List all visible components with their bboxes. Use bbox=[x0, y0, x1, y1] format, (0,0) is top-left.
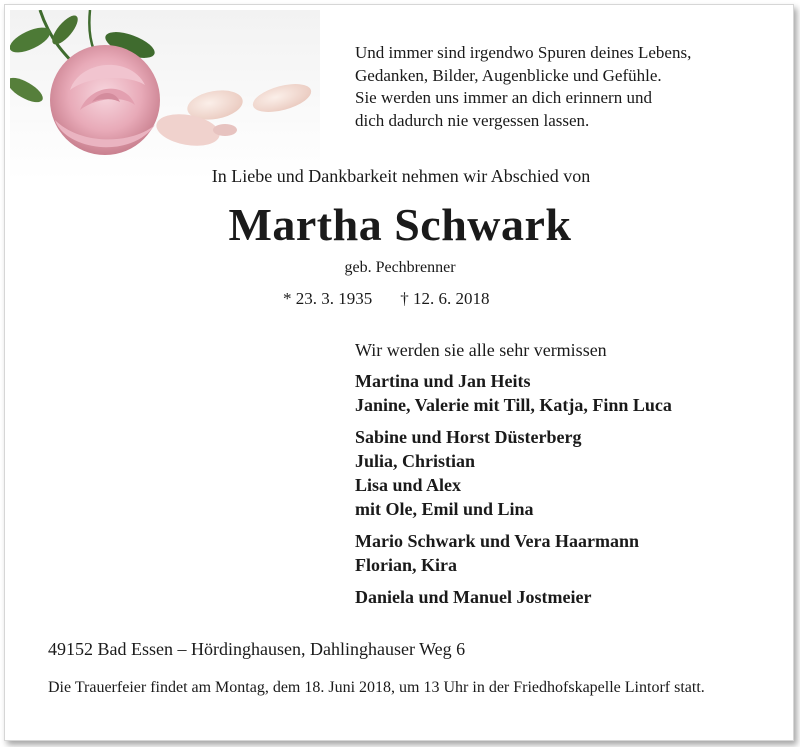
deceased-name: Martha Schwark bbox=[228, 199, 572, 250]
birth-name: geb. Pechbrenner bbox=[344, 259, 456, 276]
poem-line: Sie werden uns immer an dich erinnern und bbox=[355, 88, 652, 107]
mourner-line: Daniela und Manuel Jostmeier bbox=[355, 587, 592, 607]
mourner-group bbox=[355, 585, 785, 609]
farewell-intro: In Liebe und Dankbarkeit nehmen wir Abschied von bbox=[211, 166, 591, 186]
mourners-list bbox=[355, 339, 785, 617]
poem-line: Gedanken, Bilder, Augenblicke und Gefühle. bbox=[355, 65, 662, 85]
rose-image bbox=[10, 10, 320, 180]
loose-petal bbox=[213, 124, 237, 136]
rose-bloom bbox=[50, 45, 160, 155]
life-dates bbox=[283, 289, 490, 309]
mourner-group bbox=[355, 369, 785, 417]
death-date: † 12. 6. 2018 bbox=[400, 289, 490, 308]
mourner-group bbox=[355, 425, 785, 521]
mourner-line: Florian, Kira bbox=[355, 555, 457, 575]
poem bbox=[355, 42, 775, 132]
poem-line: dich dadurch nie vergessen lassen. bbox=[355, 110, 590, 130]
mourner-line: Martina und Jan Heits bbox=[355, 371, 531, 391]
funeral-service-notice: Die Trauerfeier findet am Montag, dem 18. Juni 2018, um 13 Uhr in der Friedhofskapelle Lintorf statt. bbox=[48, 679, 705, 696]
address: 49152 Bad Essen – Hördinghausen, Dahlinghauser Weg 6 bbox=[48, 639, 466, 659]
mourners-intro: Wir werden sie alle sehr vermissen bbox=[355, 340, 607, 360]
birth-date: * 23. 3. 1935 bbox=[283, 289, 373, 308]
mourner-line: Julia, Christian bbox=[355, 451, 476, 471]
poem-line: Und immer sind irgendwo Spuren deines Lebens, bbox=[355, 43, 692, 62]
mourner-group bbox=[355, 529, 785, 577]
mourner-line: Mario Schwark und Vera Haarmann bbox=[355, 531, 640, 551]
mourner-line: mit Ole, Emil und Lina bbox=[355, 499, 534, 519]
mourner-line: Lisa und Alex bbox=[355, 475, 462, 495]
mourner-line: Sabine und Horst Düsterberg bbox=[355, 427, 582, 447]
mourner-line: Janine, Valerie mit Till, Katja, Finn Luca bbox=[355, 395, 672, 415]
